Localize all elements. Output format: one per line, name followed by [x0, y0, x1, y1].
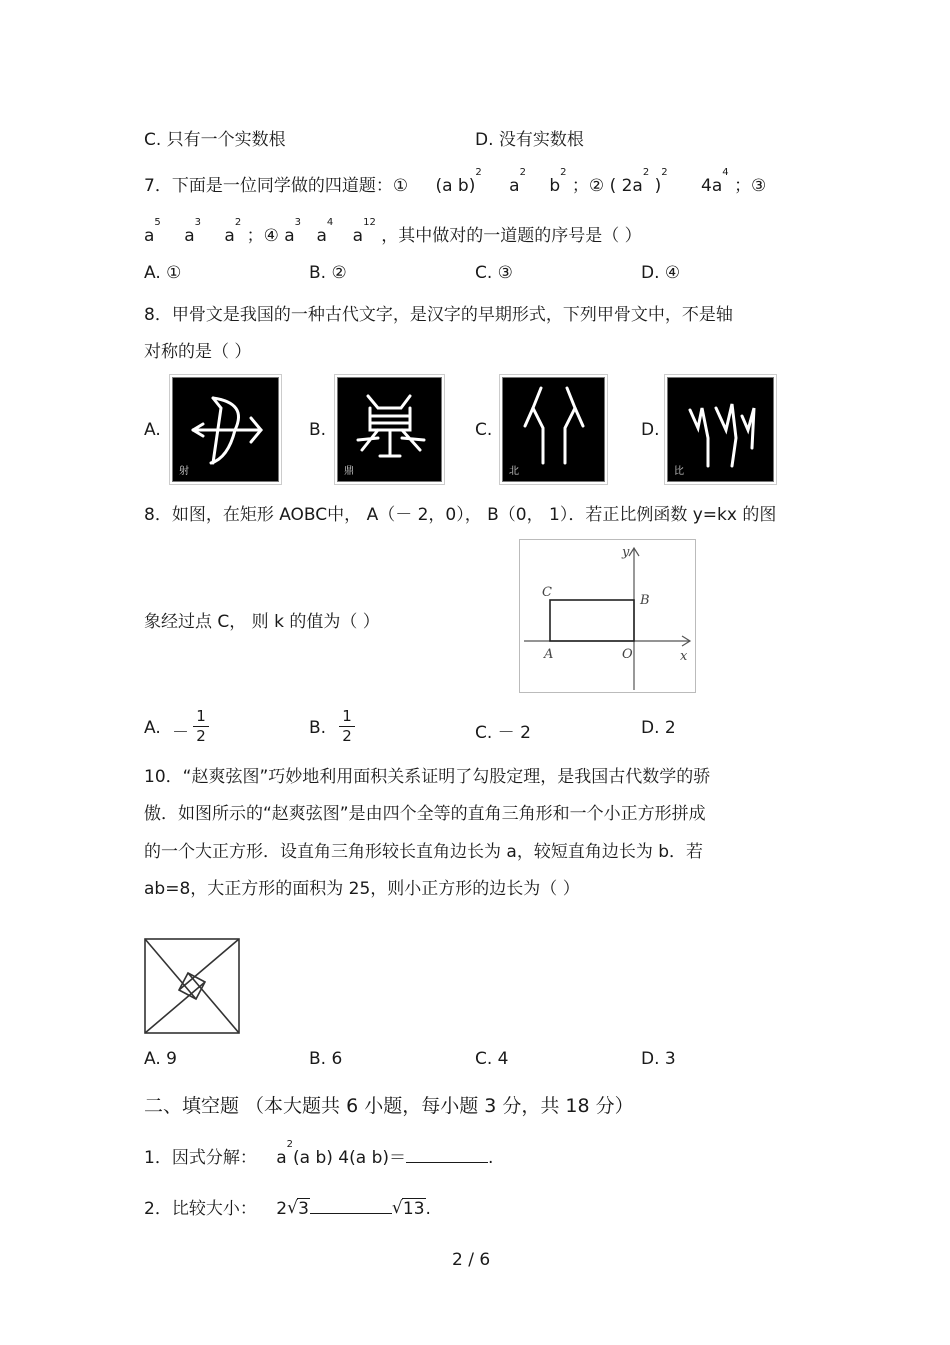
- q6-option-c: C. 只有一个实数根: [144, 130, 286, 150]
- q8b-option-b-fraction: [339, 708, 355, 745]
- q10-line-3: 的一个大正方形．设直角三角形较长直角边长为 a，较短直角边长为 b．若: [144, 842, 704, 862]
- rectangle-aobc: [550, 600, 634, 641]
- q7-line-1: [144, 167, 767, 196]
- q10-option-a: A. 9: [144, 1049, 177, 1069]
- outer-square: [145, 939, 239, 1033]
- page-number: 2 / 6: [452, 1250, 491, 1270]
- q7-expr-7: ；③: [734, 176, 767, 196]
- glyph-c-caption: 北: [509, 466, 519, 477]
- q10-line-2: 傲．如图所示的“赵爽弦图”是由四个全等的直角三角形和一个小正方形拼成: [144, 804, 706, 824]
- triangle-edge-2: [179, 939, 239, 990]
- label-b: B: [640, 593, 650, 608]
- section-2-title: 二、填空题 （本大题共 6 小题，每小题 3 分，共 18 分）: [144, 1095, 634, 1117]
- q7-option-a: A. ①: [144, 263, 182, 283]
- zhao-shuang-chord-diagram: [143, 937, 242, 1041]
- q8a-line-1: 8．甲骨文是我国的一种古代文字，是汉字的早期形式，下列甲骨文中，不是轴: [144, 305, 733, 325]
- fill-2-sqrt-13: √ 13: [392, 1199, 426, 1219]
- fraction-b-numerator: 1: [342, 707, 352, 725]
- fill-1-end: .: [488, 1148, 494, 1168]
- q8a-line-2: 对称的是（ ）: [144, 342, 252, 362]
- q7-option-c: C. ③: [475, 263, 513, 283]
- q8a-option-b: B.: [309, 420, 327, 440]
- q7-l2-a5: $a^{12}$: [352, 217, 376, 246]
- q8b-line-2: 象经过点 C， 则 k 的值为（ ）: [144, 612, 380, 632]
- q7-expr-3: $b^2$: [549, 167, 567, 196]
- triangle-edge-4: [145, 982, 205, 1033]
- fraction-b-denominator: 2: [342, 727, 352, 745]
- oracle-glyph-c-image: [502, 377, 605, 482]
- q7-option-b: B. ②: [309, 263, 347, 283]
- fill-2-label: 2．比较大小：: [144, 1199, 257, 1219]
- label-a: A: [544, 647, 554, 662]
- q7-expr-4: ；② ( $2a^2$: [571, 167, 650, 196]
- q7-expr-5: )$^2$: [654, 167, 668, 196]
- q7-l2-a2: $a^3$: [184, 217, 201, 246]
- triangle-edge-3: [188, 973, 239, 1033]
- q7-expr-2: $a^2$: [509, 167, 526, 196]
- q10-line-4: ab=8，大正方形的面积为 25，则小正方形的边长为（ ）: [144, 879, 580, 899]
- glyph-a-caption: 射: [179, 466, 189, 477]
- q6-option-d: D. 没有实数根: [475, 130, 584, 150]
- q8b-option-a-fraction: [193, 708, 209, 745]
- oracle-glyph-b-image: [337, 377, 442, 482]
- q8a-option-d: D.: [641, 420, 660, 440]
- glyph-b-caption: 鼎: [344, 466, 354, 477]
- q7-l2-a1: $a^5$: [144, 217, 161, 246]
- glyph-d-caption: 比: [674, 466, 684, 477]
- q10-option-d: D. 3: [641, 1049, 676, 1069]
- q7-expr-6: $4a^4$: [701, 167, 729, 196]
- q7-l2-a4: $a^4$: [316, 217, 334, 246]
- label-c: C: [542, 585, 552, 600]
- q7-option-d: D. ④: [641, 263, 681, 283]
- q7-expr-1: (a b)$^2$: [435, 167, 482, 196]
- triangle-edge-1: [145, 939, 196, 999]
- fill-1-expr-a: $a^2$: [276, 1139, 294, 1168]
- fill-1-expr-b: (a b) 4(a b)＝: [293, 1148, 407, 1168]
- fraction-a-denominator: 2: [196, 727, 206, 745]
- fill-question-1: [144, 1139, 494, 1168]
- q8b-option-a-prefix: A.: [144, 718, 161, 738]
- fill-question-2: [144, 1194, 431, 1219]
- q8b-option-d: D. 2: [641, 718, 676, 738]
- fill-1-label: 1．因式分解：: [144, 1148, 257, 1168]
- label-y: y: [622, 545, 630, 560]
- fill-2-answer-blank[interactable]: [310, 1213, 392, 1214]
- q10-option-c: C. 4: [475, 1049, 509, 1069]
- label-x: x: [680, 649, 688, 664]
- q7-intro: 7．下面是一位同学做的四道题：①: [144, 176, 409, 196]
- fill-2-end: .: [425, 1199, 431, 1219]
- q7-l2-tail: ，其中做对的一道题的序号是（ ）: [381, 226, 642, 246]
- q7-l2-a3: $a^2$: [224, 217, 242, 246]
- fill-1-answer-blank[interactable]: [406, 1162, 488, 1163]
- q7-line-2: [144, 217, 642, 246]
- q8b-line-1: 8．如图，在矩形 AOBC中， A（－ 2，0）， B（0， 1）．若正比例函数 y=kx 的图: [144, 505, 777, 525]
- fill-2-coef: 2: [276, 1199, 288, 1219]
- rectangle-coordinate-figure: [519, 539, 696, 693]
- oracle-glyph-d-image: [667, 377, 774, 482]
- q8b-option-c: C. － 2: [475, 723, 531, 743]
- fill-2-sqrt-3: √ 3: [287, 1199, 310, 1219]
- oracle-glyph-a-image: [172, 377, 279, 482]
- q10-line-1: 10．“赵爽弦图”巧妙地利用面积关系证明了勾股定理，是我国古代数学的骄: [144, 767, 711, 787]
- label-o: O: [622, 647, 633, 662]
- q10-option-b: B. 6: [309, 1049, 343, 1069]
- fraction-a-numerator: 1: [196, 707, 206, 725]
- q7-l2-mid: ；④ $a^3$: [246, 217, 302, 246]
- q8b-option-b-prefix: B.: [309, 718, 327, 738]
- q8a-option-c: C.: [475, 420, 493, 440]
- q8a-option-a: A.: [144, 420, 161, 440]
- q8b-option-a-sign: －: [172, 723, 189, 743]
